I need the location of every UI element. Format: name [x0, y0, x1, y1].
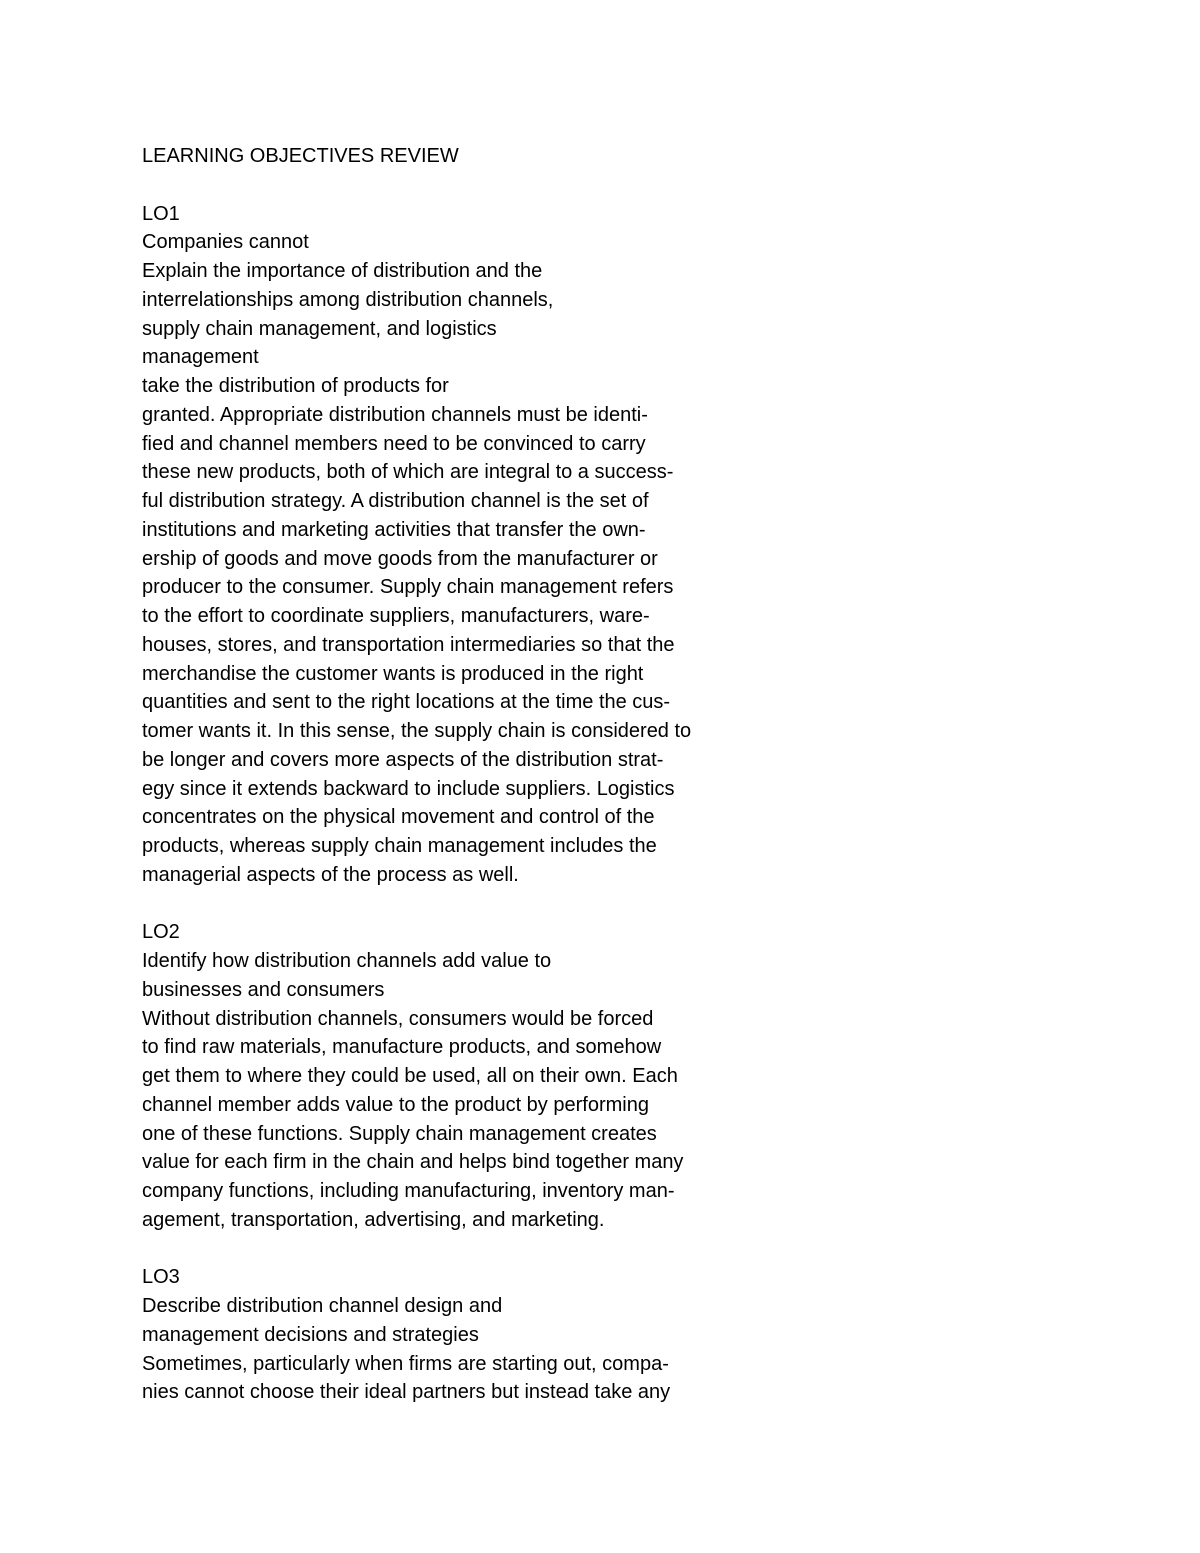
text-line: Explain the importance of distribution and the: [142, 260, 543, 282]
blank-line: [142, 1235, 762, 1264]
text-line: be longer and covers more aspects of the distribution strat-: [142, 748, 664, 771]
text-line: Identify how distribution channels add value to: [142, 950, 552, 972]
text-line: managerial aspects of the process as well.: [142, 863, 519, 886]
blank-line: [142, 171, 762, 200]
text-line: agement, transportation, advertising, and marketing.: [142, 1208, 605, 1231]
text-line: ful distribution strategy. A distribution channel is the set of: [142, 490, 649, 512]
text-line: nies cannot choose their ideal partners but instead take any: [142, 1381, 671, 1404]
text-line: Describe distribution channel design and: [142, 1295, 503, 1317]
blank-line: [142, 890, 762, 919]
text-line: tomer wants it. In this sense, the supply chain is considered to: [142, 720, 692, 742]
text-line: merchandise the customer wants is produced in the right: [142, 662, 644, 685]
text-line: to find raw materials, manufacture products, and somehow: [142, 1036, 662, 1059]
text-line: these new products, both of which are integral to a success-: [142, 461, 674, 484]
text-line: ership of goods and move goods from the manufacturer or: [142, 547, 658, 570]
text-line: granted. Appropriate distribution channels must be identi-: [142, 403, 648, 426]
section-heading-lo1: LO1: [142, 202, 180, 225]
text-line: management: [142, 346, 259, 369]
text-line: supply chain management, and logistics: [142, 317, 497, 340]
document-body: [142, 142, 762, 1407]
text-line: producer to the consumer. Supply chain management refers: [142, 576, 674, 599]
text-line: concentrates on the physical movement and control of the: [142, 806, 655, 829]
text-line: products, whereas supply chain management includes the: [142, 835, 657, 857]
text-line: businesses and consumers: [142, 978, 385, 1001]
text-line: channel member adds value to the product by performing: [142, 1093, 649, 1116]
text-line: company functions, including manufacturing, inventory man-: [142, 1180, 675, 1202]
text-line: Sometimes, particularly when firms are starting out, compa-: [142, 1352, 669, 1375]
text-line: egy since it extends backward to include suppliers. Logistics: [142, 777, 675, 800]
text-line: management decisions and strategies: [142, 1323, 479, 1346]
text-line: fied and channel members need to be convinced to carry: [142, 432, 646, 455]
text-line: interrelationships among distribution channels,: [142, 288, 554, 311]
text-line: one of these functions. Supply chain management creates: [142, 1122, 657, 1145]
text-line: to the effort to coordinate suppliers, manufacturers, ware-: [142, 605, 650, 627]
text-line: Without distribution channels, consumers would be forced: [142, 1007, 654, 1030]
text-line: houses, stores, and transportation intermediaries so that the: [142, 633, 675, 656]
text-line: get them to where they could be used, all on their own. Each: [142, 1065, 678, 1087]
text-line: take the distribution of products for: [142, 375, 449, 397]
text-line: quantities and sent to the right locations at the time the cus-: [142, 691, 671, 714]
section-heading-lo3: LO3: [142, 1266, 180, 1289]
text-line: Companies cannot: [142, 231, 309, 254]
text-line: value for each firm in the chain and helps bind together many: [142, 1151, 684, 1174]
text-line: institutions and marketing activities that transfer the own-: [142, 518, 646, 541]
section-heading-lo2: LO2: [142, 921, 180, 944]
document-title: LEARNING OBJECTIVES REVIEW: [142, 145, 459, 167]
